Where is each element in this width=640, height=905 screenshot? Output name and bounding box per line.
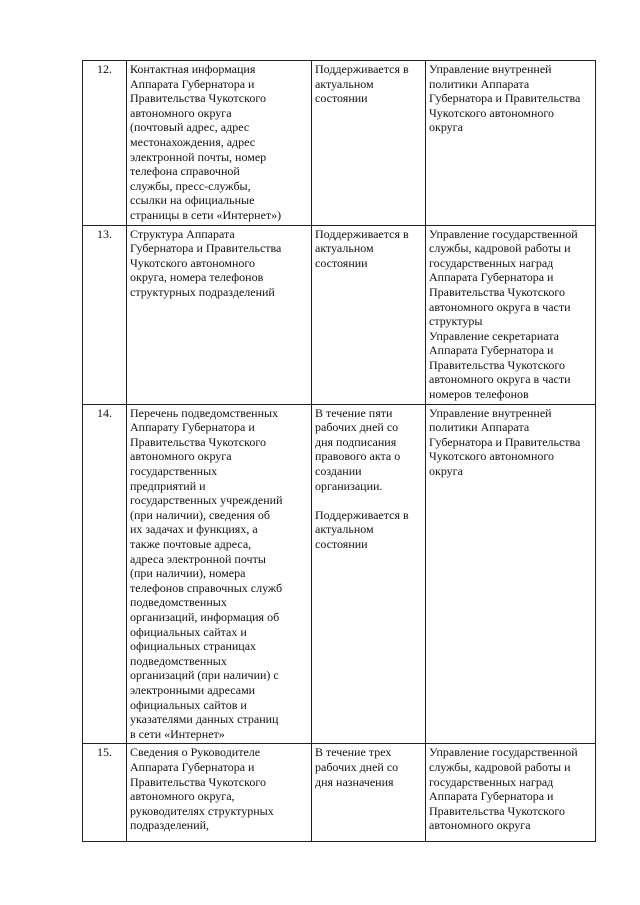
responsible-cell <box>426 744 596 842</box>
info-cell-line: предприятий и <box>130 478 206 493</box>
info-cell-line: Чукотского автономного <box>130 255 256 270</box>
period-cell-line: дня подписания <box>315 434 397 449</box>
info-cell-line: (при наличии), сведения об <box>130 507 270 522</box>
responsible-cell-line: Управление внутренней <box>429 62 552 76</box>
responsible-cell-line: Правительства Чукотского <box>429 803 565 818</box>
period-cell-line: организации. <box>315 478 383 493</box>
responsible-cell <box>426 225 596 404</box>
period-cell-line: рабочих дней со <box>315 420 399 435</box>
responsible-cell-line: Губернатора и Правительства <box>429 91 581 106</box>
info-cell-line: официальных сайтов и <box>130 697 247 712</box>
info-cell-line: их задачах и функциях, а <box>130 522 258 537</box>
responsible-cell-line: государственных наград <box>429 255 554 270</box>
period-cell-line: Поддерживается в <box>315 226 409 241</box>
info-cell-line: адреса электронной почты <box>130 551 266 566</box>
info-cell-line: Структура Аппарата <box>130 226 235 241</box>
responsible-cell-line: службы, кадровой работы и <box>429 241 571 256</box>
info-cell-line: официальных страницах <box>130 639 257 654</box>
info-cell-line: Аппарата Губернатора и <box>130 76 255 91</box>
info-cell-line: электронными адресами <box>130 682 256 697</box>
info-cell <box>127 404 312 744</box>
responsible-cell-line: Губернатора и Правительства <box>429 434 581 449</box>
responsible-cell-line: автономного округа <box>429 818 531 833</box>
responsible-cell-line: Управление внутренней <box>429 405 552 420</box>
responsible-cell-line: номеров телефонов <box>429 387 529 402</box>
row-number: 14. <box>83 404 127 744</box>
responsible-cell-line: службы, кадровой работы и <box>429 759 571 774</box>
info-cell <box>127 744 312 842</box>
responsible-cell-line: Управление секретариата <box>429 328 560 343</box>
info-cell-line: автономного округа, <box>130 789 235 804</box>
responsible-cell-line: Управление государственной <box>429 226 578 241</box>
responsible-cell <box>426 61 596 226</box>
row-number: 13. <box>83 225 127 404</box>
info-cell-line: местонахождения, адрес <box>130 134 256 149</box>
table-row <box>83 225 596 404</box>
info-cell-line: в сети «Интернет» <box>130 726 225 741</box>
period-cell-line: Поддерживается в <box>315 62 409 76</box>
info-cell <box>127 225 312 404</box>
info-cell-line: автономного округа <box>130 105 232 120</box>
info-cell-line: подведомственных <box>130 653 227 668</box>
info-cell-line: организаций (при наличии) с <box>130 668 279 683</box>
row-number: 15. <box>83 744 127 842</box>
period-cell <box>312 404 426 744</box>
period-cell-line: В течение пяти <box>315 405 393 420</box>
info-cell-line: структурных подразделений <box>130 284 275 299</box>
info-cell-line: Контактная информация <box>130 62 256 76</box>
responsible-cell-line: округа <box>429 120 463 135</box>
period-cell-line: В течение трех <box>315 745 392 760</box>
info-cell <box>127 61 312 226</box>
responsible-cell <box>426 404 596 744</box>
info-cell-line: Правительства Чукотского <box>130 434 266 449</box>
period-cell <box>312 225 426 404</box>
responsible-cell-line: государственных наград <box>429 774 554 789</box>
responsible-cell-line: Аппарата Губернатора и <box>429 343 554 358</box>
period-cell-line: актуальном <box>315 522 374 537</box>
info-cell-line: Правительства Чукотского <box>130 774 266 789</box>
info-cell-line: электронной почты, номер <box>130 149 267 164</box>
responsible-cell-line: автономного округа в части <box>429 372 571 387</box>
info-cell-line: (почтовый адрес, адрес <box>130 120 250 135</box>
period-cell-line: состоянии <box>315 255 368 270</box>
period-cell-line: правового акта о <box>315 449 401 464</box>
info-cell-line: телефона справочной <box>130 164 240 179</box>
info-cell-line: также почтовые адреса, <box>130 537 252 551</box>
period-cell <box>312 61 426 226</box>
row-number: 12. <box>83 61 127 226</box>
info-cell-line: Губернатора и Правительства <box>130 241 282 256</box>
period-cell-line: Поддерживается в <box>315 507 409 522</box>
info-cell-line: Правительства Чукотского <box>130 91 266 106</box>
info-cell-line: Сведения о Руководителе <box>130 745 261 760</box>
table-row <box>83 61 596 226</box>
info-cell-line: Перечень подведомственных <box>130 405 279 420</box>
period-cell-line: дня назначения <box>315 774 394 789</box>
responsible-cell-line: Чукотского автономного <box>429 105 555 120</box>
responsible-cell-line: Правительства Чукотского <box>429 284 565 299</box>
info-cell-line: официальных сайтах и <box>130 624 247 639</box>
period-cell-line: рабочих дней со <box>315 759 399 774</box>
info-cell-line: округа, номера телефонов <box>130 270 264 285</box>
info-cell-line: ссылки на официальные <box>130 193 255 208</box>
responsible-cell-line: Правительства Чукотского <box>429 357 565 372</box>
info-cell-line: страницы в сети «Интернет») <box>130 207 282 222</box>
responsible-cell-line: политики Аппарата <box>429 420 530 435</box>
responsible-cell-line: структуры <box>429 314 483 329</box>
info-cell-line: государственных <box>130 464 218 479</box>
info-cell-line: организаций, информация об <box>130 609 280 624</box>
responsible-cell-line: политики Аппарата <box>429 76 530 91</box>
responsible-cell-line: Управление государственной <box>429 745 578 760</box>
info-cell-line: подведомственных <box>130 595 227 610</box>
info-cell-line: Аппарату Губернатора и <box>130 420 255 435</box>
responsible-cell-line: автономного округа в части <box>429 299 571 314</box>
period-cell-line: состоянии <box>315 91 368 106</box>
info-cell-line: государственных учреждений <box>130 493 283 508</box>
info-cell-line: (при наличии), номера <box>130 566 246 581</box>
table-row <box>83 744 596 842</box>
period-cell-line: создании <box>315 464 362 479</box>
info-cell-line: службы, пресс-службы, <box>130 178 251 193</box>
responsible-cell-line: Аппарата Губернатора и <box>429 270 554 285</box>
info-cell-line: телефонов справочных служб <box>130 580 283 595</box>
info-cell-line: Аппарата Губернатора и <box>130 759 255 774</box>
period-cell-line <box>315 493 422 508</box>
responsible-cell-line: округа <box>429 464 463 479</box>
info-cell-line: руководителях структурных <box>130 803 274 818</box>
responsible-cell-line: Чукотского автономного <box>429 449 555 464</box>
disclosure-table <box>82 60 596 842</box>
period-cell <box>312 744 426 842</box>
table-row <box>83 404 596 744</box>
period-cell-line: состоянии <box>315 537 368 551</box>
period-cell-line: актуальном <box>315 241 374 256</box>
info-cell-line: указателями данных страниц <box>130 712 279 727</box>
period-cell-line: актуальном <box>315 76 374 91</box>
info-cell-line: подразделений, <box>130 818 210 833</box>
responsible-cell-line: Аппарата Губернатора и <box>429 789 554 804</box>
info-cell-line: автономного округа <box>130 449 232 464</box>
